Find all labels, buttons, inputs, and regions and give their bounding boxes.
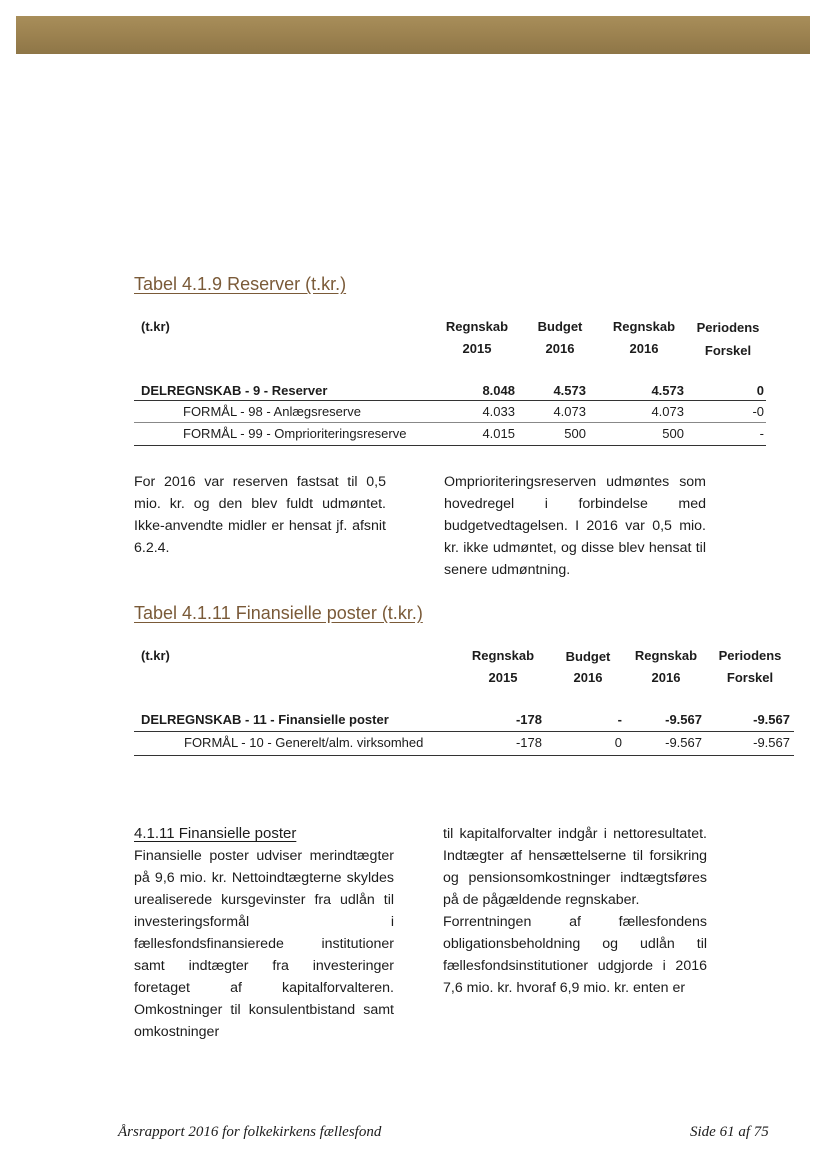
table-cell: 4.073 <box>651 404 684 419</box>
table-cell: 4.573 <box>553 383 586 398</box>
section-text-right <box>443 823 707 999</box>
column-header: Periodens <box>718 648 782 663</box>
paragraph: til kapitalforvalter indgår i nettoresultatet. Indtægter af hensættelserne til forsikring og pensionsomkostninger indtægtsføres på de pågældende regnskaber. <box>443 826 707 908</box>
column-header: Budget <box>565 649 611 664</box>
row-divider <box>134 445 766 446</box>
table-cell: -9.567 <box>665 735 702 750</box>
row-label: DELREGNSKAB - 9 - Reserver <box>141 383 328 398</box>
row-divider <box>134 731 794 732</box>
column-header: Regnskab <box>445 319 509 334</box>
section-text-left <box>134 823 394 1043</box>
column-header: Budget <box>537 319 583 334</box>
table-cell: - <box>759 426 764 441</box>
column-header: Regnskab <box>471 648 535 663</box>
column-header: 2016 <box>629 341 659 356</box>
column-header: 2015 <box>462 341 492 356</box>
column-header: Regnskab <box>634 648 698 663</box>
row-divider <box>134 755 794 756</box>
unit-header: (t.kr) <box>141 319 170 334</box>
table-cell: -178 <box>515 735 542 750</box>
column-header: 2016 <box>651 670 681 685</box>
reserves-text-right <box>444 471 706 581</box>
unit-header: (t.kr) <box>141 648 170 663</box>
table-cell: 4.573 <box>651 383 684 398</box>
row-label: FORMÅL - 10 - Generelt/alm. virksomhed <box>184 735 424 750</box>
footer-report-title: Årsrapport 2016 for folkekirkens fællesfond <box>118 1124 382 1140</box>
column-header: 2015 <box>488 670 518 685</box>
table-cell: -9.567 <box>753 735 790 750</box>
column-header: Regnskab <box>612 319 676 334</box>
column-header: Forskel <box>704 343 752 358</box>
table-cell: 8.048 <box>482 383 515 398</box>
row-label: DELREGNSKAB - 11 - Finansielle poster <box>141 712 389 727</box>
row-label: FORMÅL - 99 - Omprioriteringsreserve <box>183 426 407 441</box>
table-cell: - <box>617 712 622 727</box>
table-cell: 0 <box>614 735 622 750</box>
paragraph: For 2016 var reserven fastsat til 0,5 mio. kr. og den blev fuldt udmøntet. Ikke-anvendte midler er hensat jf. afsnit 6.2.4. <box>134 474 386 556</box>
table-2-title: Tabel 4.1.11 Finansielle poster (t.kr.) <box>134 603 423 623</box>
table-cell: -0 <box>752 404 764 419</box>
reserves-text-left <box>134 471 386 559</box>
paragraph: Forrentningen af fællesfondens obligationsbeholdning og udlån til fællesfondsinstitutioner udgjorde i 2016 7,6 mio. kr. hvoraf 6,9 mio. kr. enten er <box>443 914 707 996</box>
table-1-title: Tabel 4.1.9 Reserver (t.kr.) <box>134 274 347 294</box>
row-divider <box>134 400 766 401</box>
table-cell: 4.033 <box>482 404 515 419</box>
row-divider <box>134 422 766 423</box>
paragraph: Omprioriteringsreserven udmøntes som hovedregel i forbindelse med budgetvedtagelsen. I 2016 var 0,5 mio. kr. ikke udmøntet, og disse blev hensat til senere udmøntning. <box>444 474 706 578</box>
footer-page-number: Side 61 af 75 <box>690 1124 769 1140</box>
column-header: 2016 <box>545 341 575 356</box>
table-cell: 500 <box>564 426 586 441</box>
table-cell: 0 <box>756 383 764 398</box>
table-cell: 4.073 <box>553 404 586 419</box>
column-header: Periodens <box>696 320 760 335</box>
column-header: 2016 <box>573 670 603 685</box>
table-cell: -9.567 <box>753 712 790 727</box>
table-cell: -178 <box>515 712 542 727</box>
table-cell: 500 <box>662 426 684 441</box>
section-heading: 4.1.11 Finansielle poster <box>134 825 297 842</box>
header-band <box>16 16 810 54</box>
table-cell: 4.015 <box>482 426 515 441</box>
table-cell: -9.567 <box>665 712 702 727</box>
column-header: Forskel <box>726 670 774 685</box>
paragraph: Finansielle poster udviser merindtægter på 9,6 mio. kr. Nettoindtægterne skyldes urealiserede kursgevinster fra udlån til investeringsformål i fællesfondsfinansierede institutioner samt indtægter fra investeringer foretaget af kapitalforvalteren. Omkostninger til konsulentbistand samt omkostninger <box>134 848 394 1040</box>
row-label: FORMÅL - 98 - Anlægsreserve <box>183 404 361 419</box>
